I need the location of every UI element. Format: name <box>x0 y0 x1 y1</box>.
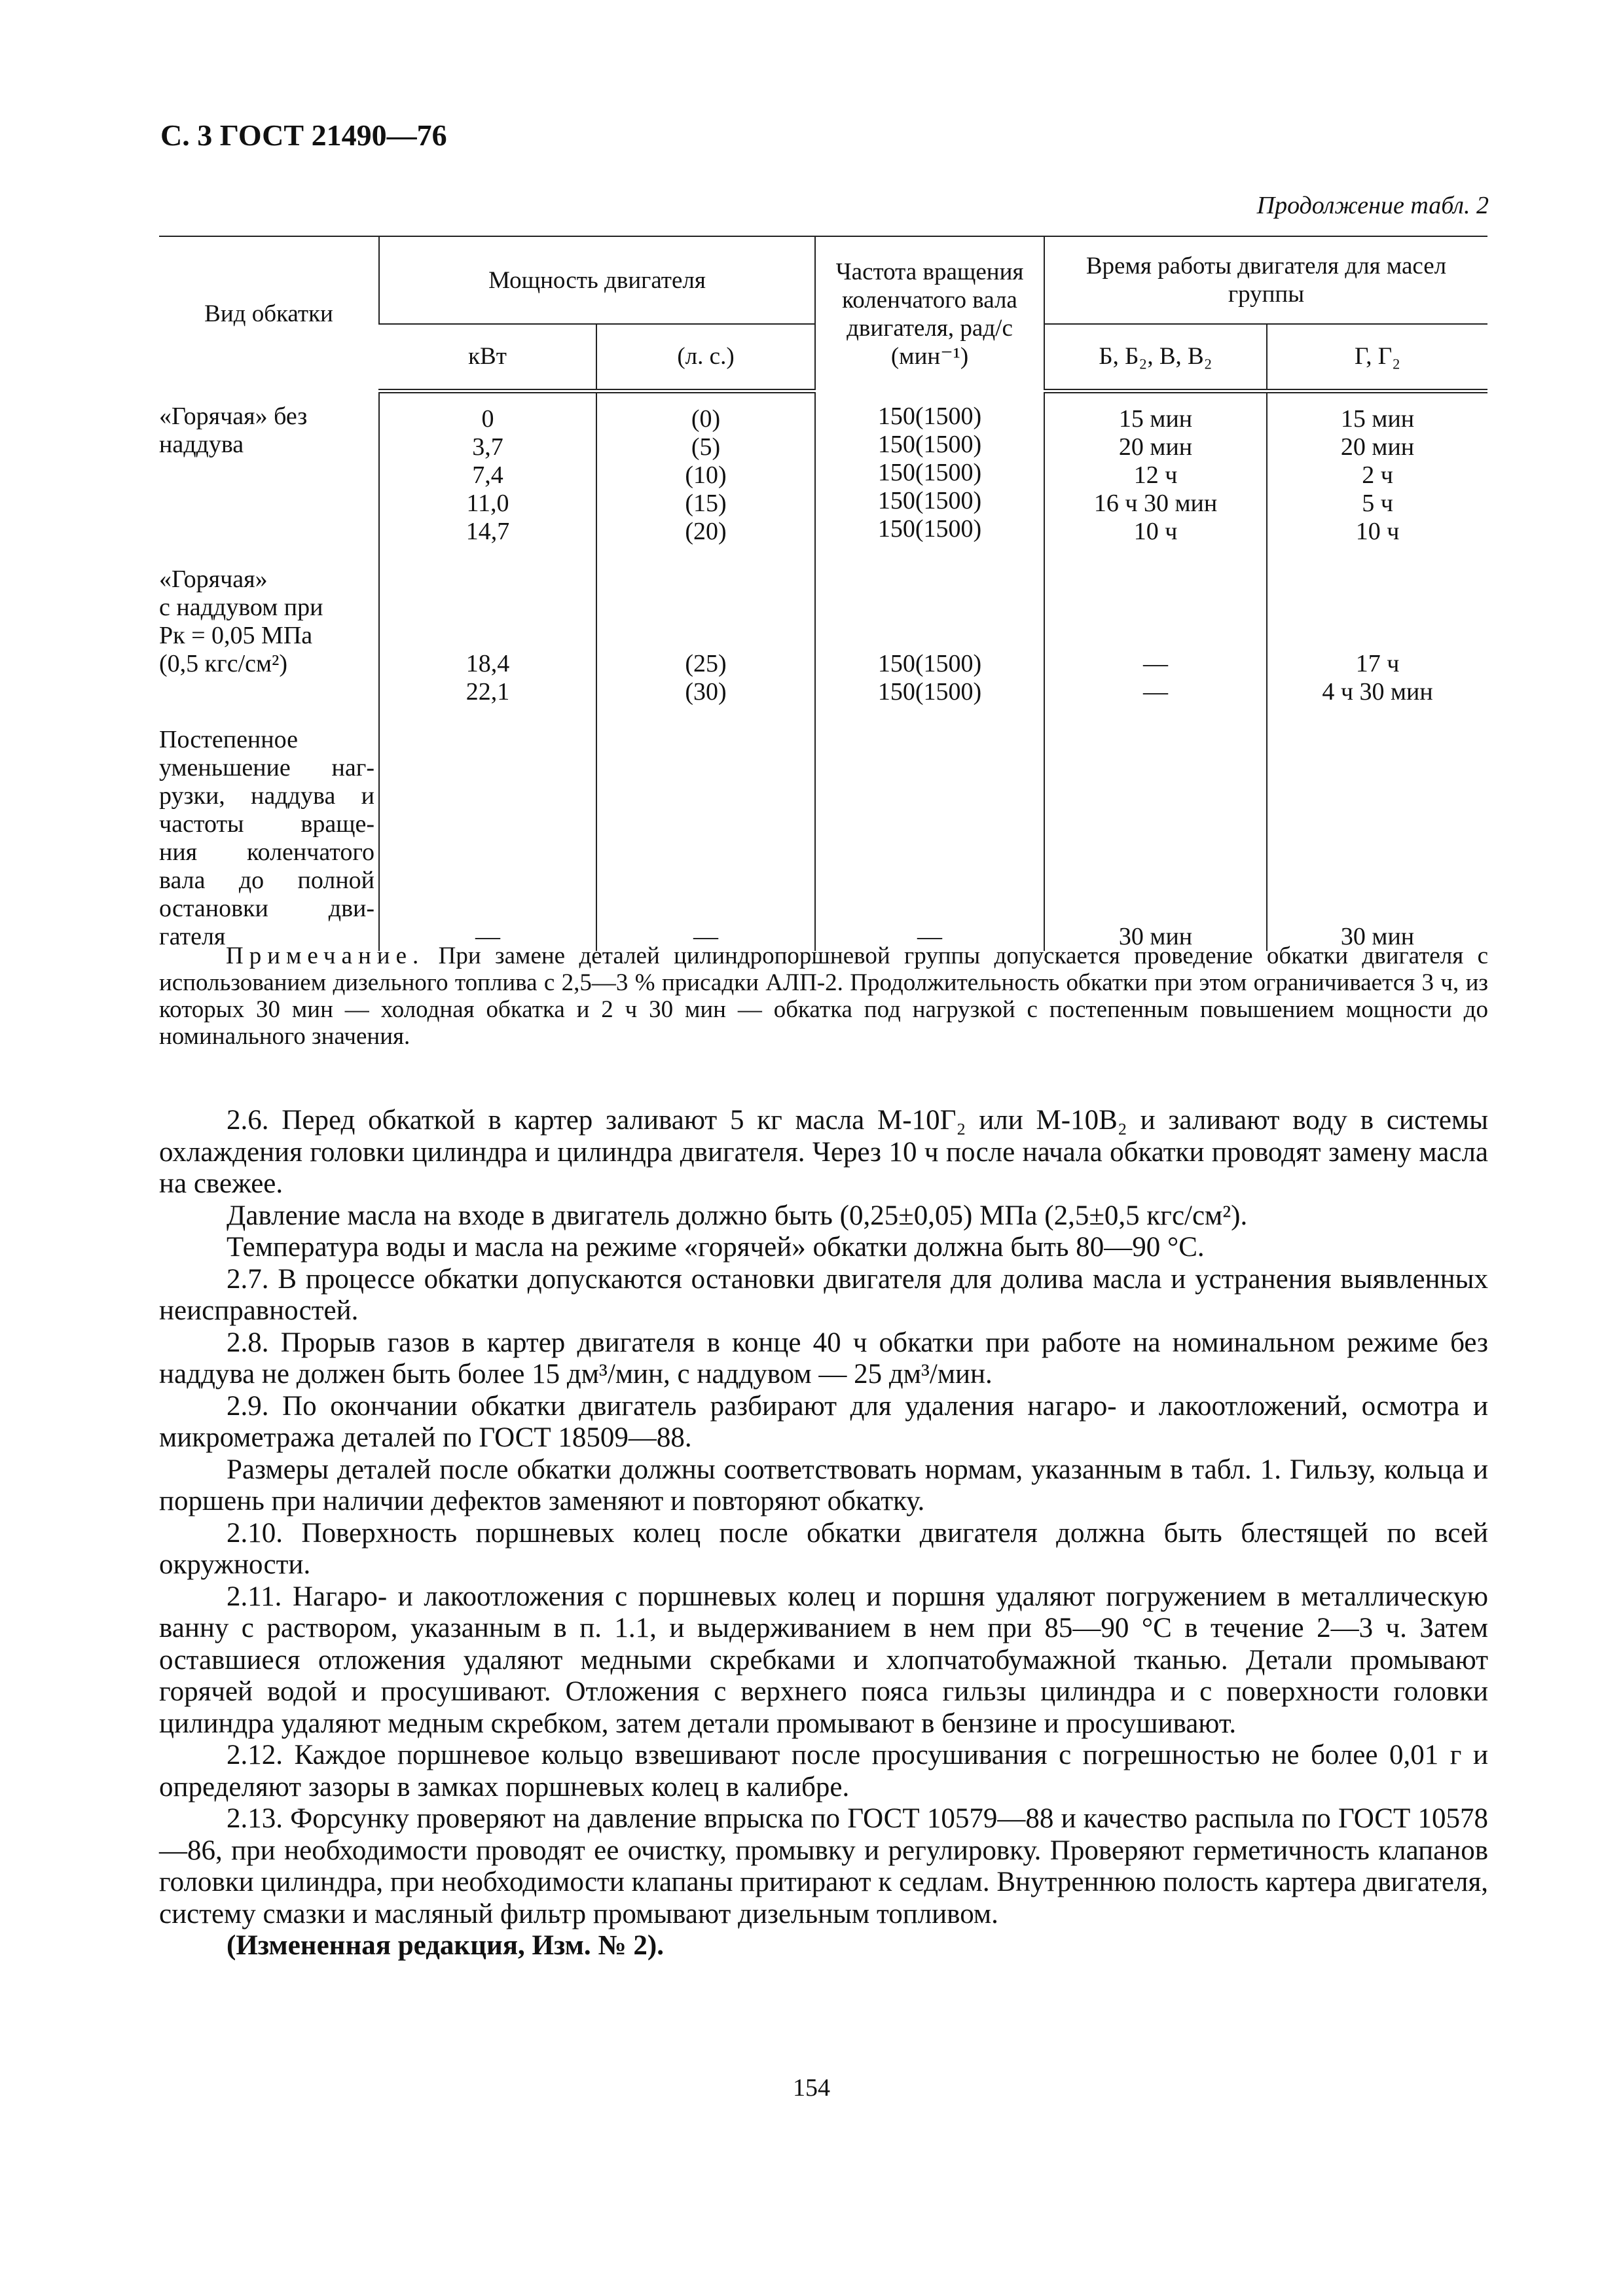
note-text: При замене деталей цилиндропоршневой группы допускается проведение обкатки двигателя с использованием дизельного топлива с 2,5—3 % присадки АЛП-2. Продолжительность обкатки при этом ограничивается 3 ч, из которых 30 мин — холодная обкатка и 2 ч 30 мин — обкатка под нагрузкой с постепенным повышением мощности до номинального значения. <box>159 942 1489 1050</box>
paragraph: 2.7. В процессе обкатки допускаются остановки двигателя для долива масла и устранения выявленных неисправностей. <box>159 1263 1488 1326</box>
paragraph: 2.9. По окончании обкатки двигатель разбирают для удаления нагаро- и лакоотложений, осмотра и микрометража деталей по ГОСТ 18509—88. <box>159 1390 1488 1453</box>
col-header-frequency: Частота вращения коленчатого вала двигателя, рад/с (мин⁻¹) <box>815 236 1044 391</box>
time-oil-g-cell: 15 мин 20 мин 2 ч 5 ч 10 ч <box>1267 391 1487 546</box>
paragraph: 2.11. Нагаро- и лакоотложения с поршневых колец и поршня удаляют погружением в металлическую ванну с раствором, указанным в п. 1.1, и выдерживанием в нем при 85—90 °С в течение 2—3 ч. Затем оставшиеся отложения удаляют медными скребками и хлопчатобумажной тканью. Детали промывают горячей водой и просушивают. Отложения с верхнего пояса гильзы цилиндра и с поверхности головки цилиндра удаляют медным скребком, затем детали промывают в бензине и просушивают. <box>159 1581 1488 1739</box>
frequency-cell: — <box>815 706 1044 951</box>
col-header-run-time: Время работы двигателя для масел группы <box>1044 236 1487 324</box>
time-oil-b-cell: 15 мин 20 мин 12 ч 16 ч 30 мин 10 ч <box>1044 391 1267 546</box>
table-row <box>159 706 1487 951</box>
engine-break-in-table <box>159 236 1487 951</box>
page-number: 154 <box>793 2074 830 2102</box>
table-note <box>159 942 1488 1050</box>
kind-cell: «Горячая» без наддува <box>159 403 308 458</box>
col-header-kw: кВт <box>379 324 596 391</box>
power-hp-cell: (25) (30) <box>596 546 815 706</box>
kind-cell: Постепенное уменьшение наг- рузки, наддува и частоты вращe- ния коленчатого вала до полной остановки дви- гателя <box>159 725 374 950</box>
note-label: Примечание. <box>226 942 425 969</box>
frequency-cell: 150(1500) 150(1500) 150(1500) 150(1500) 150(1500) <box>815 391 1044 546</box>
paragraph: 2.6. Перед обкаткой в картер заливают 5 кг масла М-10Г₂ или М-10В₂ и заливают воду в системы охлаждения головки цилиндра и цилиндра двигателя. Через 10 ч после начала обкатки проводят замену масла на свежее. <box>159 1105 1488 1199</box>
time-oil-b-cell: 30 мин <box>1044 706 1267 951</box>
col-header-kind: Вид обкатки <box>159 236 379 391</box>
frequency-cell: 150(1500) 150(1500) <box>815 546 1044 706</box>
kind-cell: «Горячая» с наддувом при Pк = 0,05 МПа (0,5 кгс/см²) <box>159 565 323 677</box>
col-header-oil-b: Б, Б₂, В, В₂ <box>1044 324 1267 391</box>
paragraph: 2.10. Поверхность поршневых колец после обкатки двигателя должна быть блестящей по всей окружности. <box>159 1517 1488 1580</box>
power-hp-cell: — <box>596 706 815 951</box>
power-kw-cell: 18,4 22,1 <box>379 546 596 706</box>
paragraph: Размеры деталей после обкатки должны соответствовать нормам, указанным в табл. 1. Гильзу, кольца и поршень при наличии дефектов заменяют и повторяют обкатку. <box>159 1454 1488 1516</box>
paragraph: 2.13. Форсунку проверяют на давление впрыска по ГОСТ 10579—88 и качество распыла по ГОСТ 10578—86, при необходимости проводят ее очистку, промывку и регулировку. Проверяют герметичность клапанов головки цилиндра, при необходимости клапаны притирают к седлам. Внутреннюю полость картера двигателя, систему смазки и масляный фильтр промывают дизельным топливом. <box>159 1803 1488 1929</box>
table-body <box>159 391 1487 951</box>
table-continuation-label: Продолжение табл. 2 <box>1256 192 1489 219</box>
table-row <box>159 391 1487 546</box>
paragraph: Давление масла на входе в двигатель должно быть (0,25±0,05) МПа (2,5±0,5 кгс/см²). <box>227 1200 1248 1231</box>
power-hp-cell: (0) (5) (10) (15) (20) <box>596 391 815 546</box>
page-header: С. 3 ГОСТ 21490—76 <box>160 118 447 152</box>
col-header-power: Мощность двигателя <box>379 236 815 324</box>
col-header-oil-g: Г, Г₂ <box>1267 324 1487 391</box>
paragraph: Температура воды и масла на режиме «горячей» обкатки должна быть 80—90 °С. <box>227 1232 1205 1263</box>
body-text <box>159 1105 1488 1962</box>
power-kw-cell: 0 3,7 7,4 11,0 14,7 <box>379 391 596 546</box>
paragraph: 2.8. Прорыв газов в картер двигателя в конце 40 ч обкатки при работе на номинальном режиме без наддува не должен быть более 15 дм³/мин, с наддувом — 25 дм³/мин. <box>159 1327 1488 1390</box>
time-oil-b-cell: — — <box>1044 546 1267 706</box>
power-kw-cell: — <box>379 706 596 951</box>
col-header-hp: (л. с.) <box>596 324 815 391</box>
paragraph: 2.12. Каждое поршневое кольцо взвешивают после просушивания с погрешностью не более 0,01 г и определяют зазоры в замках поршневых колец в калибре. <box>159 1740 1488 1803</box>
amendment-note: (Измененная редакция, Изм. № 2). <box>227 1930 664 1961</box>
time-oil-g-cell: 30 мин <box>1267 706 1487 951</box>
time-oil-g-cell: 17 ч 4 ч 30 мин <box>1267 546 1487 706</box>
table-row <box>159 546 1487 706</box>
